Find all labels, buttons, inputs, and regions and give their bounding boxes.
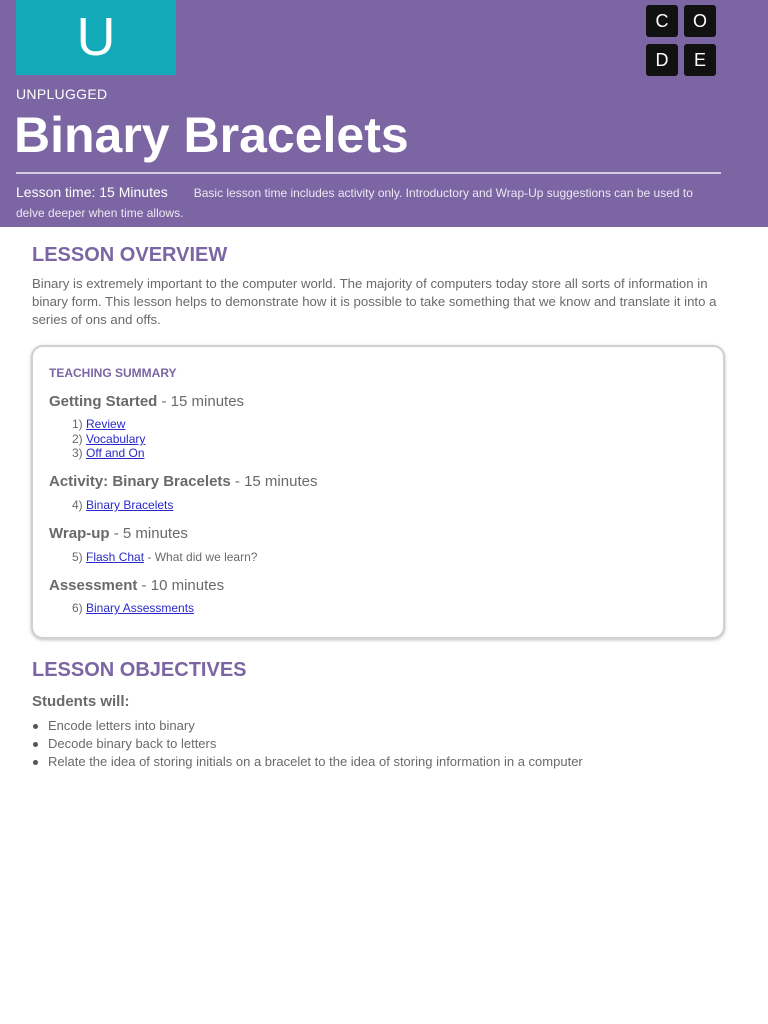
logo-letter: C — [646, 5, 678, 37]
lesson-time-note: Basic lesson time includes activity only. Introductory and Wrap-Up suggestions can be used to delve deeper when time allows. — [16, 186, 693, 220]
objective-text: Relate the idea of storing initials on a bracelet to the idea of storing information in a computer — [48, 754, 583, 769]
item-number: 2) — [72, 432, 87, 446]
logo-letter: D — [646, 44, 678, 76]
overview-text: Binary is extremely important to the computer world. The majority of computers today store all sorts of information in binary form. This lesson helps to demonstrate how it is possible to take something that we know and translate it into a series of ons and offs. — [32, 276, 717, 327]
summary-link-flash-chat[interactable]: Flash Chat — [86, 550, 145, 564]
overview-heading: LESSON OVERVIEW — [32, 244, 228, 266]
category-label: UNPLUGGED — [16, 86, 108, 102]
summary-section-heading — [49, 577, 224, 594]
item-number: 3) — [72, 446, 87, 460]
section-name: Wrap-up — [49, 525, 110, 542]
section-name: Activity: Binary Bracelets — [49, 473, 231, 490]
summary-item — [72, 601, 194, 615]
objectives-subheading: Students will: — [32, 693, 130, 710]
list-item — [32, 717, 583, 735]
summary-item — [72, 432, 145, 446]
item-number: 1) — [72, 417, 87, 431]
summary-item — [72, 498, 173, 512]
bullet-icon — [33, 760, 38, 765]
bullet-icon — [33, 742, 38, 747]
summary-link-off-and-on[interactable]: Off and On — [86, 446, 145, 460]
list-item — [32, 735, 583, 753]
summary-link-review[interactable]: Review — [86, 417, 126, 431]
item-number: 5) — [72, 550, 87, 564]
summary-link-binary-bracelets[interactable]: Binary Bracelets — [86, 498, 174, 512]
summary-item — [72, 550, 257, 564]
objectives-heading: LESSON OBJECTIVES — [32, 659, 247, 681]
summary-link-binary-assessments[interactable]: Binary Assessments — [86, 601, 195, 615]
lesson-time-label: Lesson time: 15 Minutes — [16, 184, 168, 200]
lesson-time — [16, 182, 716, 223]
item-number: 4) — [72, 498, 87, 512]
summary-title: TEACHING SUMMARY — [49, 366, 177, 380]
summary-link-vocabulary[interactable]: Vocabulary — [86, 432, 146, 446]
logo-letter: E — [684, 44, 716, 76]
section-name: Assessment — [49, 577, 138, 594]
section-duration: - 15 minutes — [157, 393, 245, 410]
teaching-summary-box — [31, 345, 725, 639]
summary-item — [72, 417, 125, 431]
code-logo[interactable] — [646, 5, 716, 77]
summary-item — [72, 446, 145, 460]
section-duration: - 15 minutes — [230, 473, 318, 490]
item-number: 6) — [72, 601, 87, 615]
list-item — [32, 753, 583, 771]
section-duration: - 10 minutes — [137, 577, 225, 594]
objective-text: Decode binary back to letters — [48, 736, 217, 751]
logo-letter: O — [684, 5, 716, 37]
summary-section-heading — [49, 525, 188, 542]
header-divider — [16, 172, 721, 174]
section-name: Getting Started — [49, 393, 158, 410]
page-title: Binary Bracelets — [14, 107, 409, 163]
objective-text: Encode letters into binary — [48, 718, 195, 733]
lesson-header — [0, 0, 768, 227]
item-note: - What did we learn? — [144, 550, 258, 564]
summary-section-heading — [49, 393, 244, 410]
unit-badge: U — [16, 0, 176, 75]
bullet-icon — [33, 724, 38, 729]
objectives-list — [32, 717, 583, 771]
summary-section-heading — [49, 473, 317, 490]
section-duration: - 5 minutes — [109, 525, 188, 542]
